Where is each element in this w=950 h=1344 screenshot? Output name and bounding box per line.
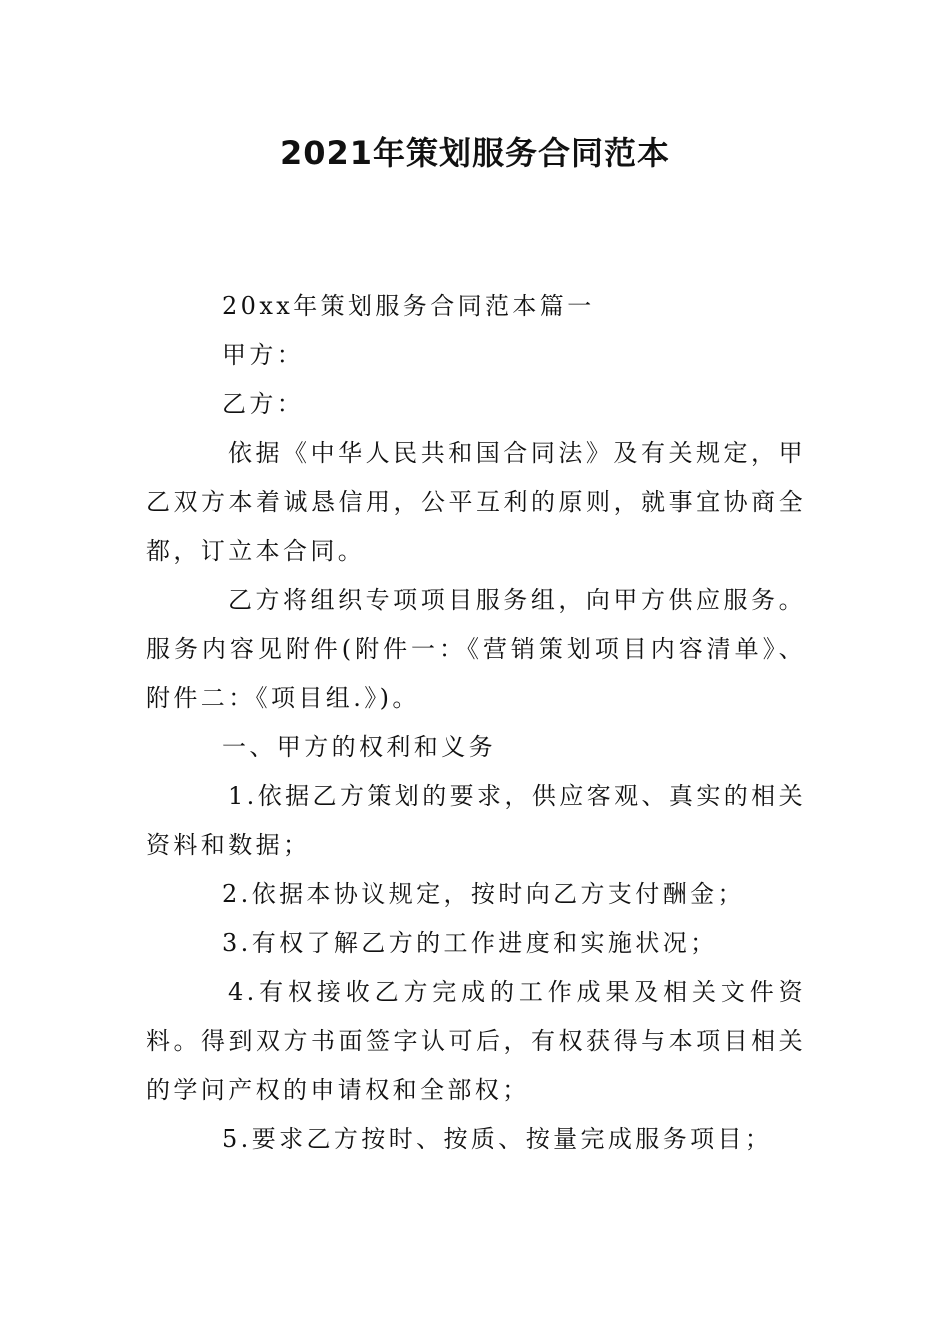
paragraph-preamble: 依据《中华人民共和国合同法》及有关规定，甲乙双方本着诚恳信用，公平互利的原则，就事宜协商全都，订立本合同。 (146, 439, 806, 565)
clause-heading-party-a: 一、甲方的权利和义务 (222, 733, 496, 761)
clause-item: 5.要求乙方按时、按质、按量完成服务项目； (222, 1125, 773, 1153)
document-body (146, 282, 806, 1164)
clause-item: 3.有权了解乙方的工作进度和实施状况； (222, 929, 718, 957)
document-title: 2021年策划服务合同范本 (279, 134, 671, 172)
party-a-line: 甲方： (222, 341, 305, 369)
paragraph-service: 乙方将组织专项项目服务组，向甲方供应服务。服务内容见附件(附件一：《营销策划项目内容清单》、附件二：《项目组.》)。 (146, 586, 806, 712)
clause-item: 1.依据乙方策划的要求，供应客观、真实的相关资料和数据； (146, 782, 806, 859)
section-heading: 20xx年策划服务合同范本篇一 (222, 292, 595, 320)
party-b-line: 乙方： (222, 390, 305, 418)
clause-item: 2.依据本协议规定，按时向乙方支付酬金； (222, 880, 745, 908)
clause-item: 4.有权接收乙方完成的工作成果及相关文件资料。得到双方书面签字认可后，有权获得与本项目相关的学问产权的申请权和全部权； (146, 978, 806, 1104)
